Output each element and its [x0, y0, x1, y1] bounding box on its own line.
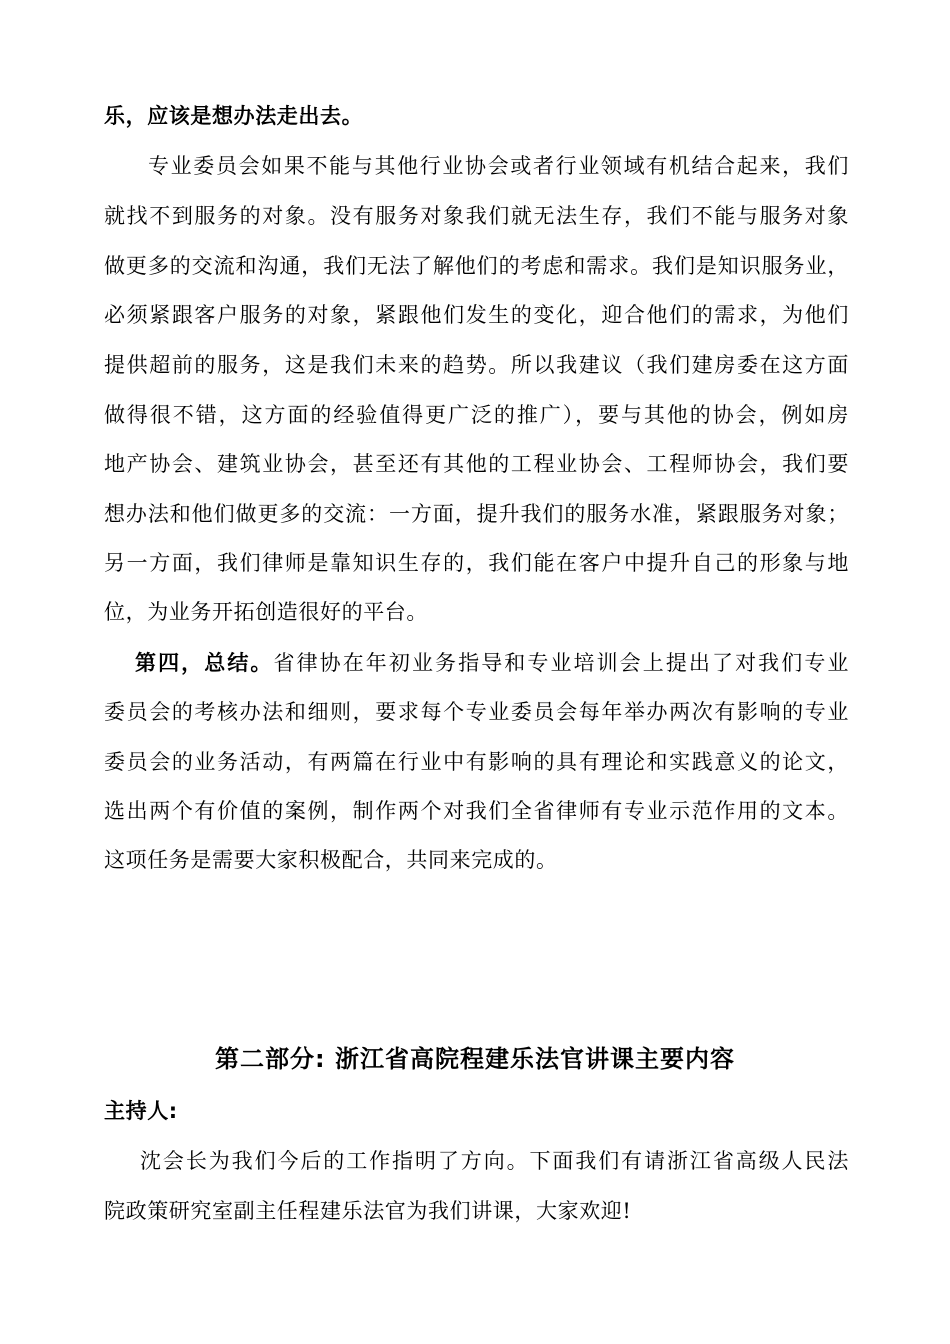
paragraph-line: 做得很不错，这方面的经验值得更广泛的推广），要与其他的协会，例如房	[104, 403, 849, 427]
paragraph-line: 位，为业务开拓创造很好的平台。	[104, 600, 428, 624]
paragraph-line: 选出两个有价值的案例，制作两个对我们全省律师有专业示范作用的文本。	[104, 799, 849, 823]
paragraph-line: 委员会的考核办法和细则，要求每个专业委员会每年举办两次有影响的专业	[104, 700, 849, 724]
paragraph-line: 想办法和他们做更多的交流：一方面，提升我们的服务水准，紧跟服务对象；	[104, 502, 849, 526]
intro-line: 乐，应该是想办法走出去。	[104, 104, 364, 128]
paragraph-line: 另一方面，我们律师是靠知识生存的，我们能在客户中提升自己的形象与地	[104, 551, 849, 575]
paragraph-line: 委员会的业务活动，有两篇在行业中有影响的具有理论和实践意义的论文，	[104, 750, 849, 774]
paragraph-line: 沈会长为我们今后的工作指明了方向。下面我们有请浙江省高级人民法	[140, 1149, 849, 1173]
paragraph-line: 必须紧跟客户服务的对象，紧跟他们发生的变化，迎合他们的需求，为他们	[104, 303, 849, 327]
paragraph-line: 院政策研究室副主任程建乐法官为我们讲课，大家欢迎!	[104, 1199, 632, 1223]
section-title: 第二部分: 浙江省高院程建乐法官讲课主要内容	[215, 1045, 735, 1073]
paragraph-first-rest: 省律协在年初业务指导和专业培训会上提出了对我们专业	[273, 651, 849, 675]
paragraph-line: 做更多的交流和沟通，我们无法了解他们的考虑和需求。我们是知识服务业，	[104, 254, 849, 278]
paragraph-first-line	[135, 648, 849, 678]
paragraph-line: 提供超前的服务，这是我们未来的趋势。所以我建议（我们建房委在这方面	[104, 353, 849, 377]
paragraph-line: 就找不到服务的对象。没有服务对象我们就无法生存，我们不能与服务对象	[104, 204, 849, 228]
paragraph-line: 这项任务是需要大家积极配合，共同来完成的。	[104, 848, 558, 872]
paragraph-line: 专业委员会如果不能与其他行业协会或者行业领域有机结合起来，我们	[148, 154, 849, 178]
host-label: 主持人:	[104, 1099, 178, 1123]
paragraph-line: 地产协会、建筑业协会，甚至还有其他的工程业协会、工程师协会，我们要	[104, 452, 849, 476]
paragraph-lead: 第四，总结。	[135, 651, 274, 675]
